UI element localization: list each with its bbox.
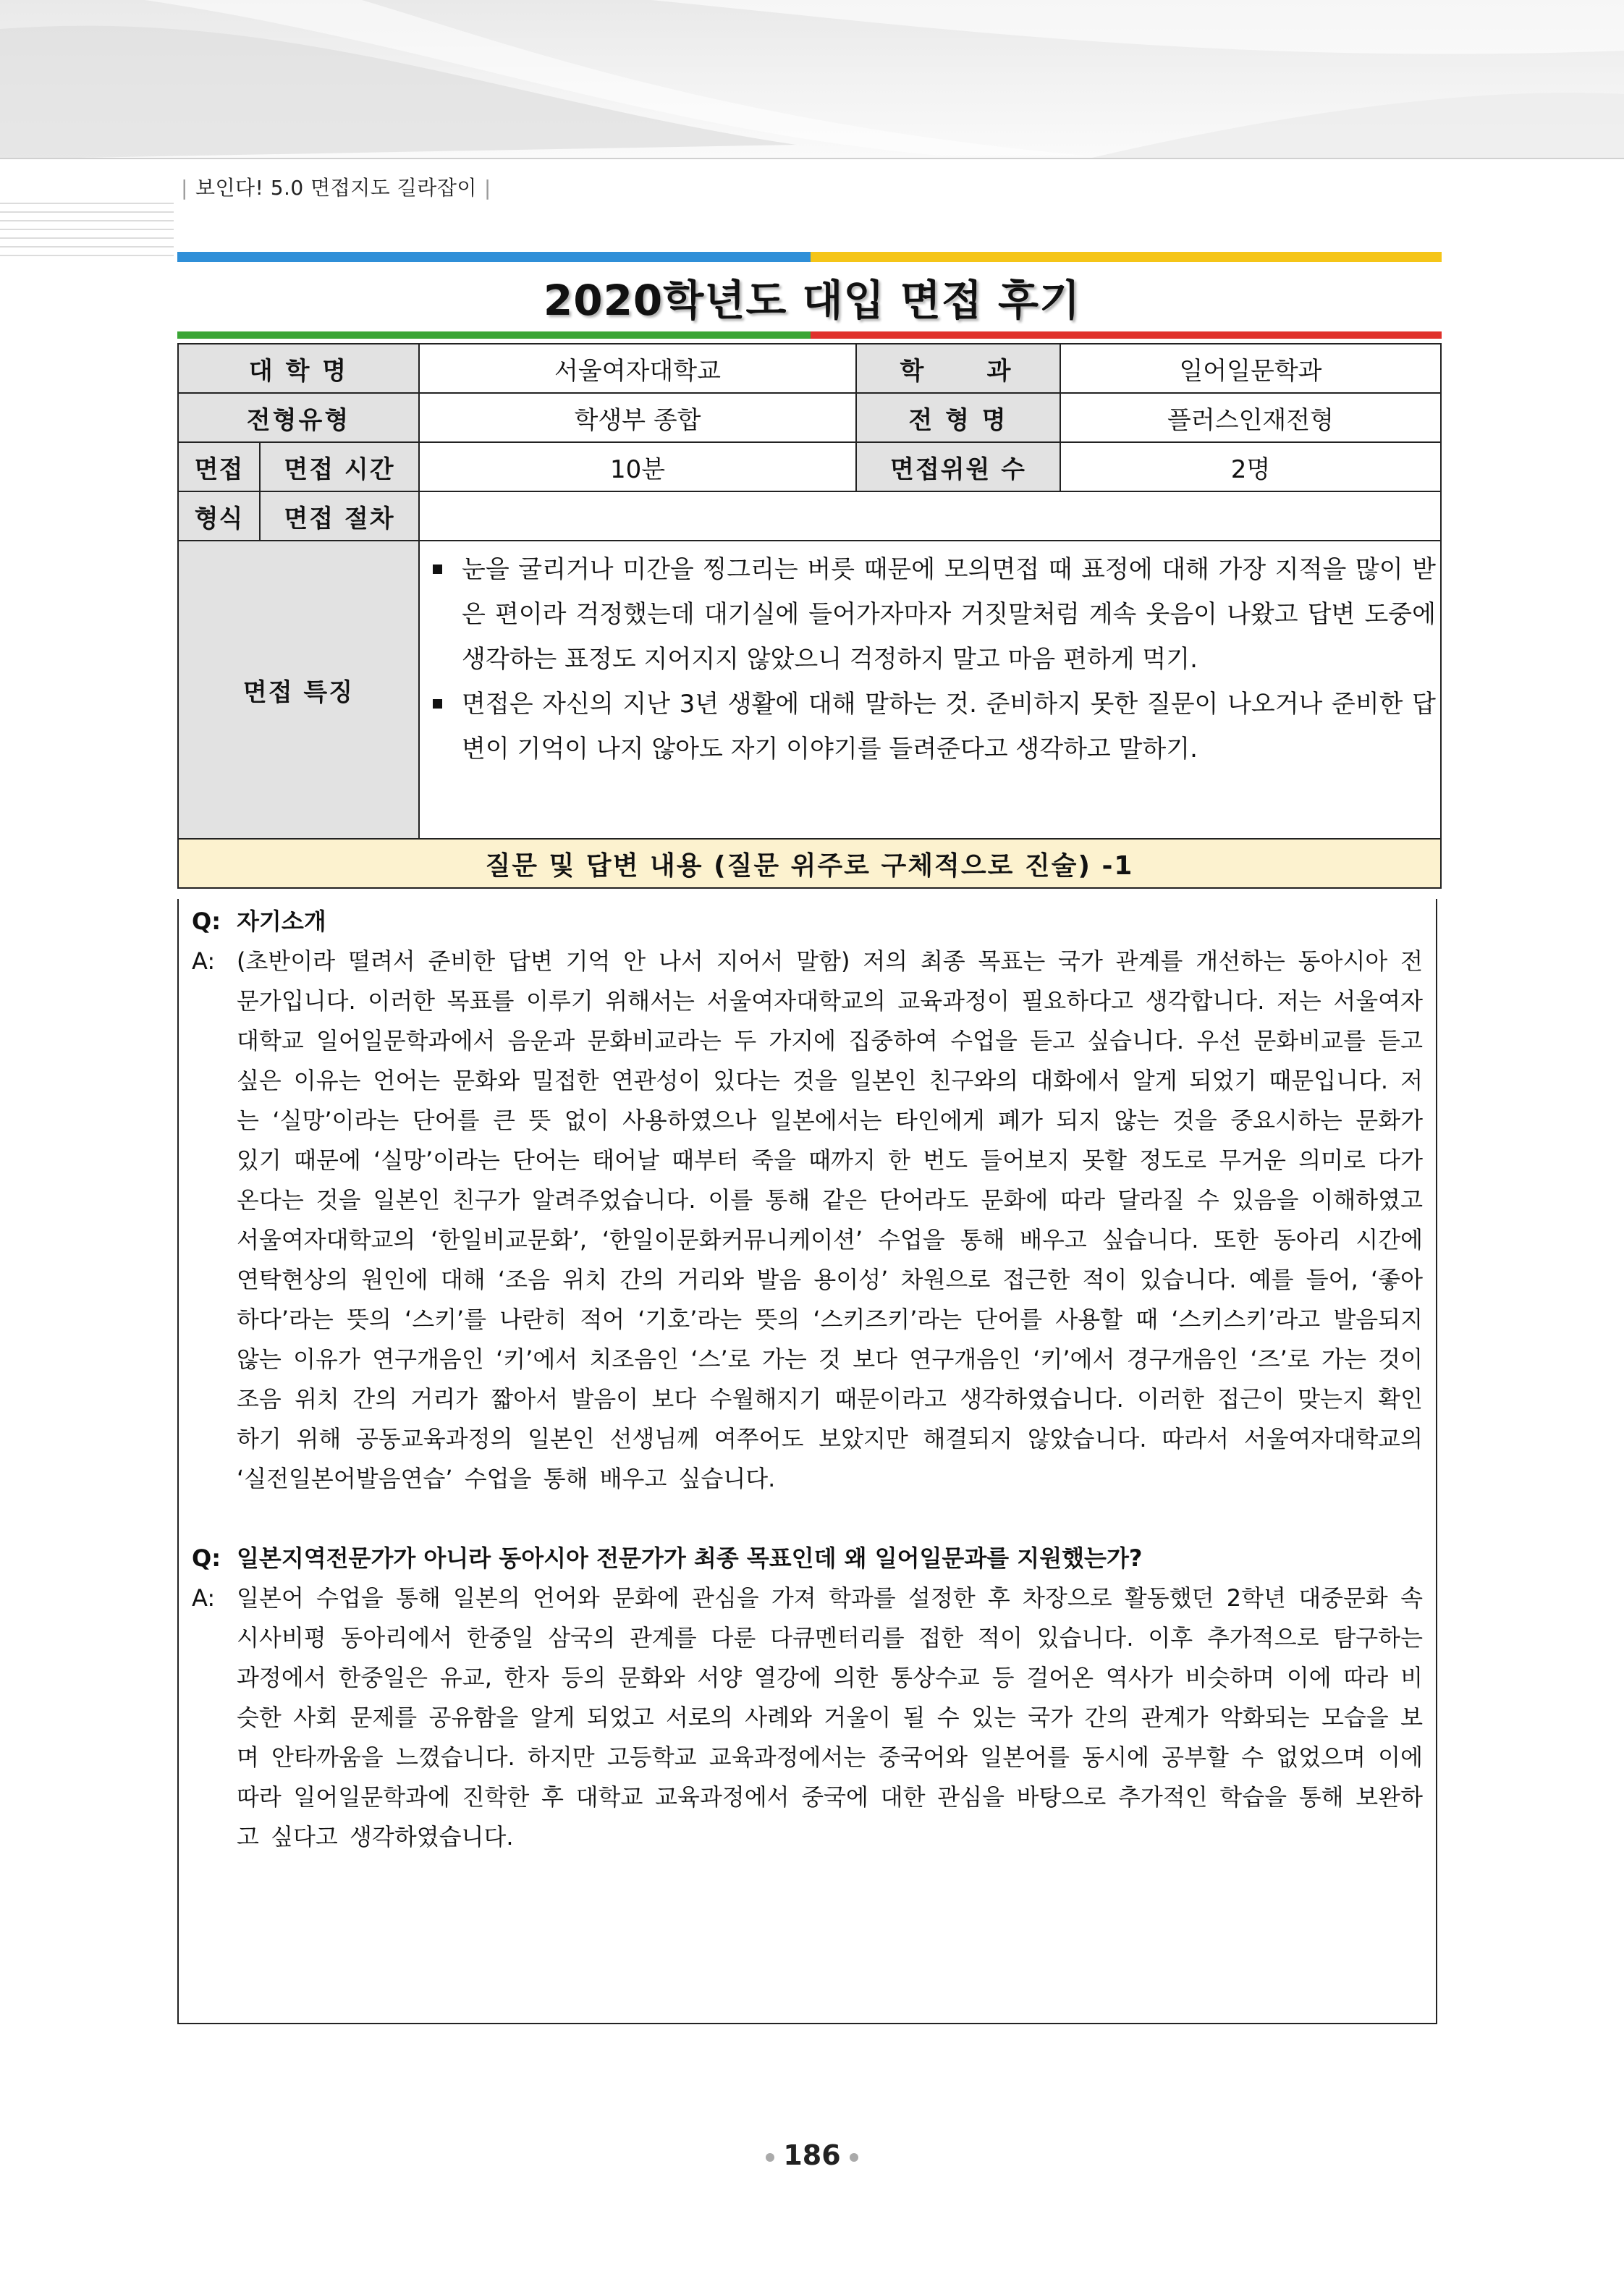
features-item: 눈을 굴리거나 미간을 찡그리는 버릇 때문에 모의면접 때 표정에 대해 가장 지적을 많이 받은 편이라 걱정했는데 대기실에 들어가자마자 거짓말처럼 계속 웃음이 나왔고 답변 도중에 생각하는 표정도 지어지지 않았으니 걱정하지 말고 마음 편하게 먹기. (424, 547, 1436, 682)
running-head: | 보인다! 5.0 면접지도 길라잡이 | (181, 176, 491, 200)
admission-name-value: 플러스인재전형 (1060, 393, 1441, 442)
features-label: 면접 특징 (178, 541, 419, 839)
department-label: 학 과 (856, 344, 1060, 393)
qa-section-heading: 질문 및 답변 내용 (질문 위주로 구체적으로 진술) -1 (178, 839, 1441, 888)
question-prefix: Q: (192, 908, 221, 935)
title-bar-blue (177, 252, 811, 262)
admission-type-label: 전형유형 (178, 393, 419, 442)
format-label: 면접 (178, 442, 260, 491)
university-value: 서울여자대학교 (419, 344, 856, 393)
title-bar-red (811, 331, 1442, 339)
interviewers-label: 면접위원 수 (856, 442, 1060, 491)
university-label: 대 학 명 (178, 344, 419, 393)
page-number-text: 186 (783, 2139, 841, 2171)
bullet-dot-icon (850, 2153, 858, 2162)
answer-2 (192, 1578, 1423, 1857)
procedure-label: 면접 절차 (260, 491, 419, 541)
answer-prefix: A: (192, 1584, 216, 1612)
question-1 (192, 902, 1423, 942)
title-bar-green (177, 331, 811, 339)
bullet-dot-icon (766, 2153, 774, 2162)
features-list (419, 541, 1441, 839)
department-value: 일어일문학과 (1060, 344, 1441, 393)
procedure-value (419, 491, 1441, 541)
format-label-2: 형식 (178, 491, 260, 541)
question-2 (192, 1539, 1423, 1578)
time-label: 면접 시간 (260, 442, 419, 491)
answer-prefix: A: (192, 947, 216, 975)
answer-1 (192, 942, 1423, 1499)
page-number (0, 2139, 1624, 2171)
question-prefix: Q: (192, 1544, 221, 1572)
time-value: 10분 (419, 442, 856, 491)
question-text: 일본지역전문가가 아니라 동아시아 전문가가 최종 목표인데 왜 일어일문과를 지원했는가? (237, 1544, 1143, 1572)
document-title: 2020학년도 대입 면접 후기 (543, 276, 1081, 325)
interviewers-value: 2명 (1060, 442, 1441, 491)
title-bar-yellow (811, 252, 1442, 262)
admission-type-value: 학생부 종합 (419, 393, 856, 442)
qa-content-box (177, 899, 1437, 2024)
interview-info-table (177, 343, 1442, 889)
admission-name-label: 전 형 명 (856, 393, 1060, 442)
answer-text: (초반이라 떨려서 준비한 답변 기억 안 나서 지어서 말함) 저의 최종 목표는 국가 관계를 개선하는 동아시아 전문가입니다. 이러한 목표를 이루기 위해서는 서울여자대학교의 교육과정이 필요하다고 생각합니다. 저는 서울여자대학교 일어일문학과에서 음운과 문화비교라는 두 가지에 집중하여 수업을 듣고 싶습니다. 우선 문화비교를 듣고 싶은 이유는 언어는 문화와 밀접한 연관성이 있다는 것을 일본인 친구와의 대화에서 알게 되었기 때문입니다. 저는 ‘실망’이라는 단어를 큰 뜻 없이 사용하였으나 일본에서는 타인에게 폐가 되지 않는 것을 중요시하는 문화가 있기 때문에 ‘실망’이라는 단어는 태어날 때부터 죽을 때까지 한 번도 들어보지 못할 정도로 무거운 의미로 다가온다는 것을 일본인 친구가 알려주었습니다. 이를 통해 같은 단어라도 문화에 따라 달라질 수 있음을 이해하였고 서울여자대학교의 ‘한일비교문화’, ‘한일이문화커뮤니케이션’ 수업을 통해 배우고 싶습니다. 또한 동아리 시간에 연탁현상의 원인에 대해 ‘조음 위치 간의 거리와 발음 용이성’ 차원으로 접근한 적이 있습니다. 예를 들어, ‘좋아하다’라는 뜻의 ‘스키’를 나란히 적어 ‘기호’라는 뜻의 ‘스키즈키’라는 단어를 사용할 때 ‘스키스키’라고 발음되지 않는 이유가 연구개음인 ‘키’에서 치조음인 ‘스’로 가는 것 보다 연구개음인 ‘키’에서 경구개음인 ‘즈’로 가는 것이 조음 위치 간의 거리가 짧아서 발음이 보다 수월해지기 때문이라고 생각하였습니다. 이러한 접근이 맞는지 확인하기 위해 공동교육과정의 일본인 선생님께 여쭈어도 보았지만 해결되지 않았습니다. 따라서 서울여자대학교의 ‘실전일본어발음연습’ 수업을 통해 배우고 싶습니다. (237, 947, 1424, 1492)
features-item: 면접은 자신의 지난 3년 생활에 대해 말하는 것. 준비하지 못한 질문이 나오거나 준비한 답변이 기억이 나지 않아도 자기 이야기를 들려준다고 생각하고 말하기. (424, 682, 1436, 771)
question-text: 자기소개 (237, 908, 326, 935)
header-line-decoration (0, 203, 174, 261)
answer-text: 일본어 수업을 통해 일본의 언어와 문화에 관심을 가져 학과를 설정한 후 차장으로 활동했던 2학년 대중문화 속 시사비평 동아리에서 한중일 삼국의 관계를 다룬 다큐멘터리를 접한 적이 있습니다. 이후 추가적으로 탐구하는 과정에서 한중일은 유교, 한자 등의 문화와 서양 열강에 의한 통상수교 등 걸어온 역사가 비슷하며 이에 따라 비슷한 사회 문제를 공유함을 알게 되었고 서로의 사례와 거울이 될 수 있는 국가 간의 관계가 악화되는 모습을 보며 안타까움을 느꼈습니다. 하지만 고등학교 교육과정에서는 중국어와 일본어를 동시에 공부할 수 없었으며 이에 따라 일어일문학과에 진학한 후 대학교 교육과정에서 중국에 대한 관심을 바탕으로 추가적인 학습을 통해 보완하고 싶다고 생각하였습니다. (237, 1584, 1423, 1851)
